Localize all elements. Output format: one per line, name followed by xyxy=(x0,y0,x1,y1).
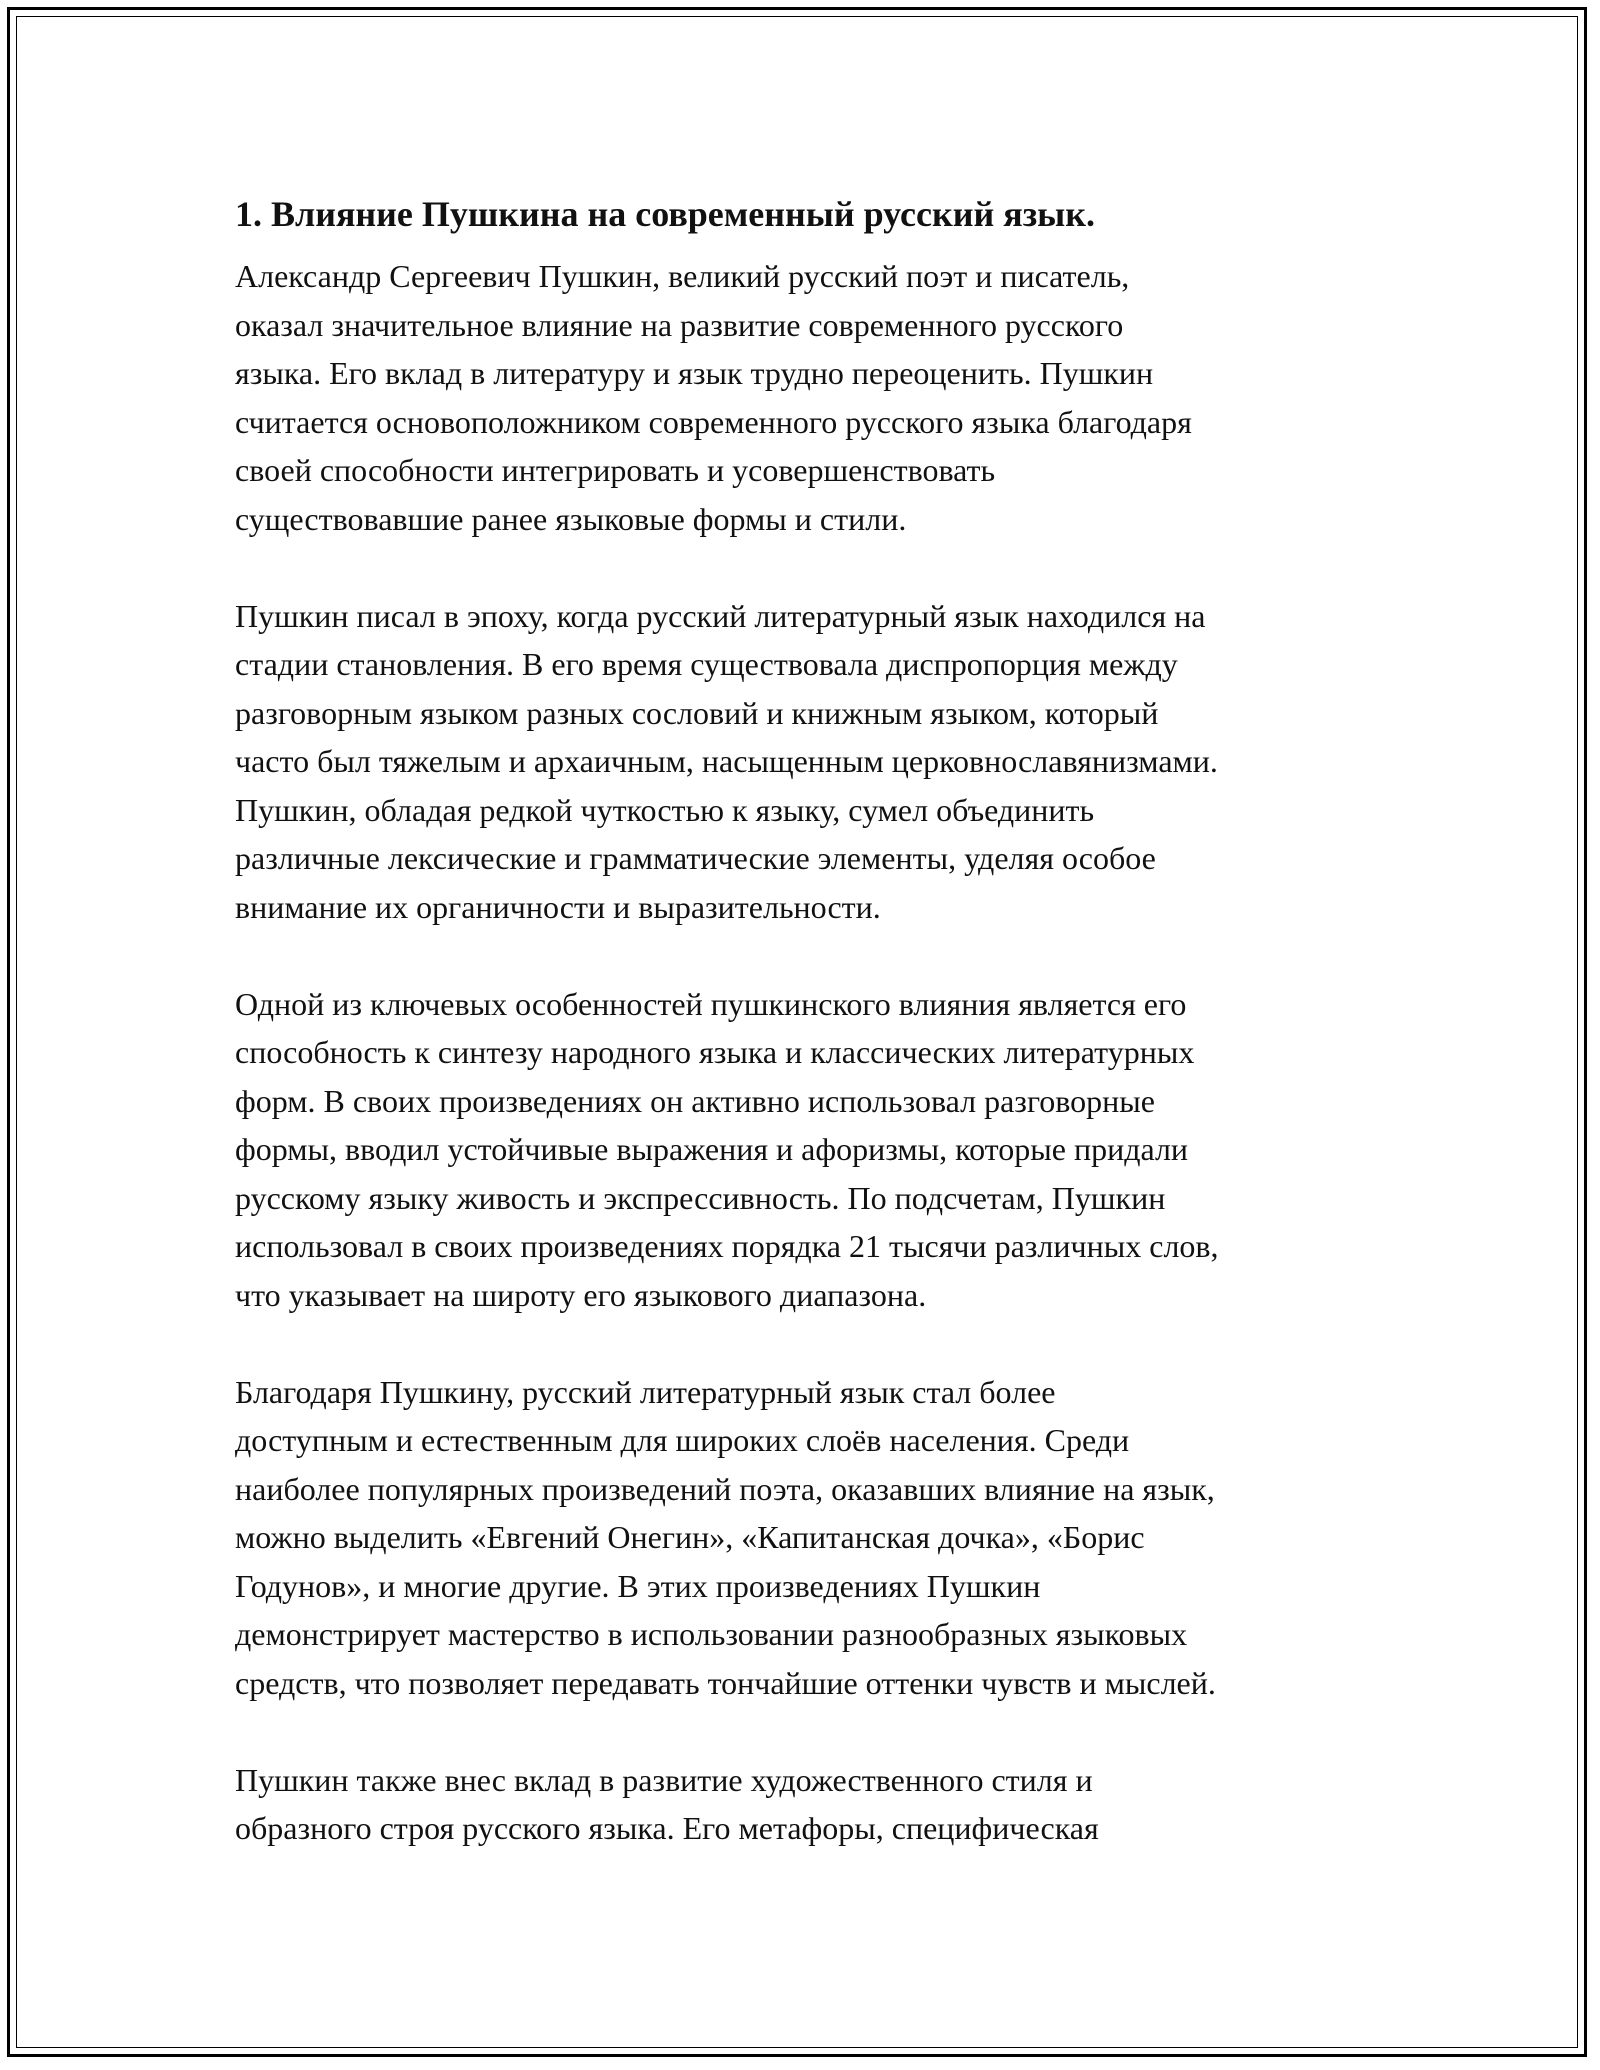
text-line: Благодаря Пушкину, русский литературный язык стал более xyxy=(235,1373,1056,1410)
text-line: существовавшие ранее языковые формы и стили. xyxy=(235,500,907,537)
text-line: своей способности интегрировать и усовершенствовать xyxy=(235,452,996,488)
text-line: Годунов», и многие другие. В этих произведениях Пушкин xyxy=(235,1567,1041,1604)
text-line: наиболее популярных произведений поэта, оказавших влияние на язык, xyxy=(235,1470,1215,1507)
text-line: Пушкин, обладая редкой чуткостью к языку, сумел объединить xyxy=(235,791,1095,828)
text-line: доступным и естественным для широких слоёв населения. Среди xyxy=(235,1422,1130,1458)
text-line: русскому языку живость и экспрессивность. По подсчетам, Пушкин xyxy=(235,1179,1166,1216)
paragraph-3 xyxy=(235,980,1375,1320)
text-line: Одной из ключевых особенностей пушкинского влияния является его xyxy=(235,985,1187,1022)
document-body xyxy=(235,190,1375,1853)
section-heading: 1. Влияние Пушкина на современный русский язык. xyxy=(235,194,1096,234)
text-line: оказал значительное влияние на развитие современного русского xyxy=(235,306,1124,343)
paragraph-5 xyxy=(235,1756,1375,1853)
text-line: часто был тяжелым и архаичным, насыщенным церковнославянизмами. xyxy=(235,743,1218,779)
text-line: считается основоположником современного русского языка благодаря xyxy=(235,403,1192,440)
text-line: внимание их органичности и выразительности. xyxy=(235,888,881,925)
text-line: образного строя русского языка. Его метафоры, специфическая xyxy=(235,1810,1099,1846)
text-line: различные лексические и грамматические элементы, уделяя особое xyxy=(235,840,1156,876)
text-line: можно выделить «Евгений Онегин», «Капитанская дочка», «Борис xyxy=(235,1519,1145,1555)
text-line: способность к синтезу народного языка и классических литературных xyxy=(235,1034,1195,1070)
text-line: Пушкин писал в эпоху, когда русский литературный язык находился на xyxy=(235,597,1206,634)
text-line: использовал в своих произведениях порядка 21 тысячи различных слов, xyxy=(235,1228,1219,1264)
text-line: Александр Сергеевич Пушкин, великий русский поэт и писатель, xyxy=(235,258,1130,294)
text-line: формы, вводил устойчивые выражения и афоризмы, которые придали xyxy=(235,1131,1189,1167)
paragraph-1 xyxy=(235,252,1375,543)
text-line: стадии становления. В его время существовала диспропорция между xyxy=(235,646,1178,682)
text-line: демонстрирует мастерство в использовании разнообразных языковых xyxy=(235,1616,1188,1652)
paragraph-2 xyxy=(235,592,1375,932)
text-line: средств, что позволяет передавать тончайшие оттенки чувств и мыслей. xyxy=(235,1664,1216,1701)
text-line: что указывает на широту его языкового диапазона. xyxy=(235,1276,927,1313)
paragraph-4 xyxy=(235,1368,1375,1708)
text-line: форм. В своих произведениях он активно использовал разговорные xyxy=(235,1082,1155,1119)
text-line: Пушкин также внес вклад в развитие художественного стиля и xyxy=(235,1761,1093,1798)
text-line: разговорным языком разных сословий и книжным языком, который xyxy=(235,694,1159,731)
text-line: языка. Его вклад в литературу и язык трудно переоценить. Пушкин xyxy=(235,355,1154,391)
